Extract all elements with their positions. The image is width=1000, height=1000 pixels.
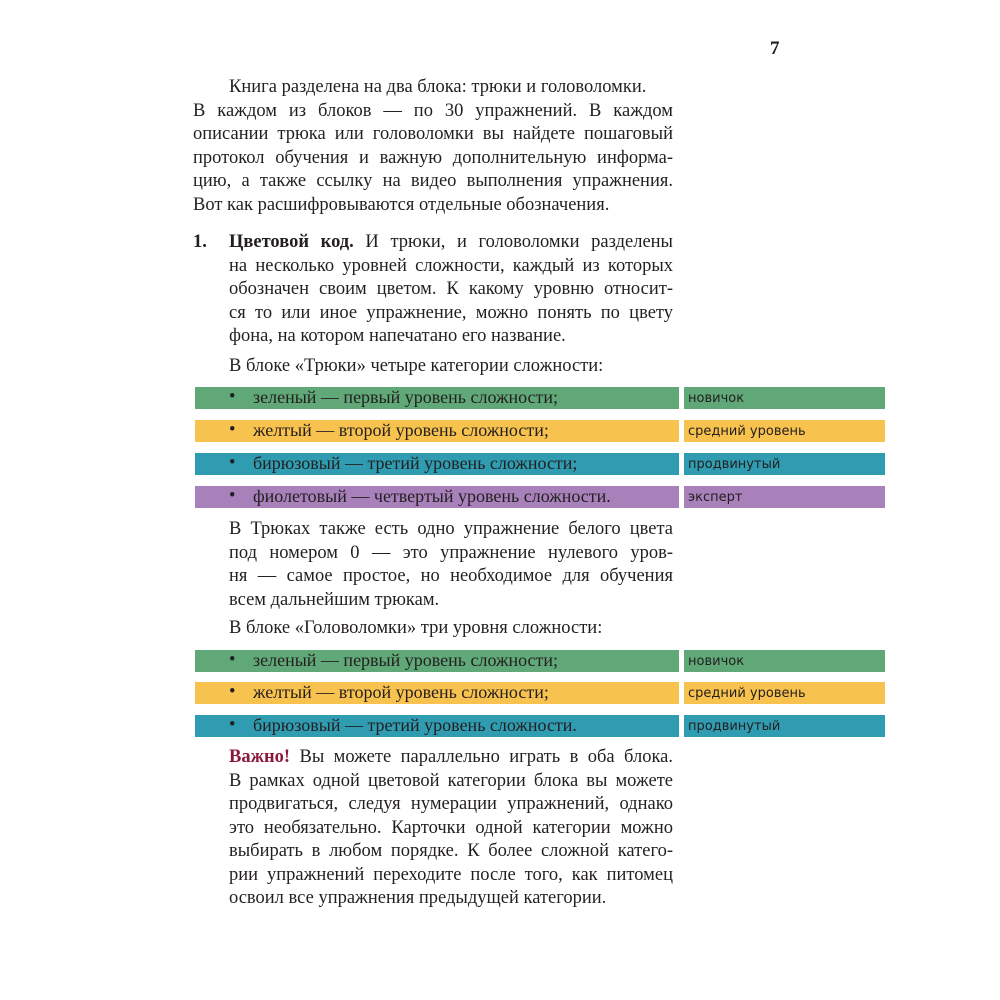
color-code-line: фона, на котором напечатано его название.: [229, 326, 566, 346]
level-description: зеленый — первый уровень сложности;: [253, 387, 559, 407]
tricks-level-row: [195, 453, 885, 475]
important-label: Важно!: [229, 747, 291, 767]
page-number: 7: [770, 38, 780, 59]
important-line: продвигаться, следуя нумерации упражнений, однако: [229, 794, 673, 814]
level-description: фиолетовый — четвертый уровень сложности.: [253, 486, 611, 506]
intro-line: В каждом из блоков — по 30 упражнений. В каждом: [193, 100, 673, 121]
important-paragraph: [229, 746, 673, 911]
important-line: освоил все упражнения предыдущей категории.: [229, 888, 607, 908]
bullet: •: [229, 486, 236, 506]
puzzles-intro: В блоке «Головоломки» три уровня сложности:: [229, 618, 603, 638]
zero-line: под номером 0 — это упражнение нулевого уров-: [229, 542, 673, 563]
important-line: выбирать в любом порядке. К более сложной катего-: [229, 841, 673, 861]
level-tag-bar: [684, 453, 885, 475]
zero-exercise-paragraph: [229, 518, 673, 612]
intro-line: Вот как расшифровываются отдельные обозначения.: [193, 194, 610, 215]
level-tag: продвинутый: [688, 457, 781, 472]
level-tag: новичок: [688, 654, 745, 669]
zero-line: В Трюках также есть одно упражнение белого цвета: [229, 519, 673, 539]
color-code-line: обозначен своим цветом. К какому уровню относит-: [229, 279, 673, 299]
level-tag: новичок: [688, 391, 745, 406]
bullet: •: [229, 420, 236, 440]
level-tag: продвинутый: [688, 719, 781, 734]
color-code-paragraph: [229, 231, 673, 349]
bullet: •: [229, 453, 236, 473]
important-line: рии упражнений переходите после того, как питомец: [229, 864, 673, 885]
list-number: 1.: [193, 232, 207, 252]
level-description: желтый — второй уровень сложности;: [253, 420, 549, 440]
level-tag-bar: [684, 682, 885, 704]
important-line: В рамках одной цветовой категории блока вы можете: [229, 770, 673, 791]
color-code-heading: Цветовой код.: [229, 232, 354, 252]
level-tag-bar: [684, 486, 885, 508]
tricks-level-row: [195, 387, 885, 409]
level-tag: эксперт: [688, 490, 743, 505]
intro-line: протокол обучения и важную дополнительную информа-: [193, 147, 673, 168]
puzzles-level-row: [195, 682, 885, 704]
level-description: бирюзовый — третий уровень сложности;: [253, 453, 578, 473]
color-code-line: Цветовой код. И трюки, и головоломки разделены: [229, 232, 673, 252]
level-tag: средний уровень: [688, 686, 806, 701]
puzzles-level-row: [195, 715, 885, 737]
bullet: •: [229, 650, 236, 670]
important-line: это необязательно. Карточки одной категории можно: [229, 817, 673, 838]
tricks-level-row: [195, 420, 885, 442]
bullet: •: [229, 682, 236, 702]
intro-paragraph: [193, 76, 673, 217]
level-tag-bar: [684, 650, 885, 672]
intro-line: Книга разделена на два блока: трюки и головоломки.: [229, 77, 647, 97]
zero-line: всем дальнейшим трюкам.: [229, 589, 440, 610]
zero-line: ня — самое простое, но необходимое для обучения: [229, 566, 673, 586]
color-code-line: ся то или иное упражнение, можно понять по цвету: [229, 302, 673, 323]
bullet: •: [229, 715, 236, 735]
important-line: Важно! Вы можете параллельно играть в оба блока.: [229, 747, 673, 767]
tricks-intro: В блоке «Трюки» четыре категории сложности:: [229, 356, 604, 376]
puzzles-level-row: [195, 650, 885, 672]
bullet: •: [229, 387, 236, 407]
level-description: бирюзовый — третий уровень сложности.: [253, 715, 577, 735]
level-description: зеленый — первый уровень сложности;: [253, 650, 559, 670]
color-code-line: на несколько уровней сложности, каждый из которых: [229, 255, 673, 276]
tricks-level-row: [195, 486, 885, 508]
intro-line: описании трюка или головоломки вы найдете пошаговый: [193, 124, 673, 144]
level-tag-bar: [684, 387, 885, 409]
level-tag-bar: [684, 715, 885, 737]
level-tag-bar: [684, 420, 885, 442]
intro-line: цию, а также ссылку на видео выполнения упражнения.: [193, 171, 673, 191]
level-tag: средний уровень: [688, 424, 806, 439]
level-description: желтый — второй уровень сложности;: [253, 682, 549, 702]
